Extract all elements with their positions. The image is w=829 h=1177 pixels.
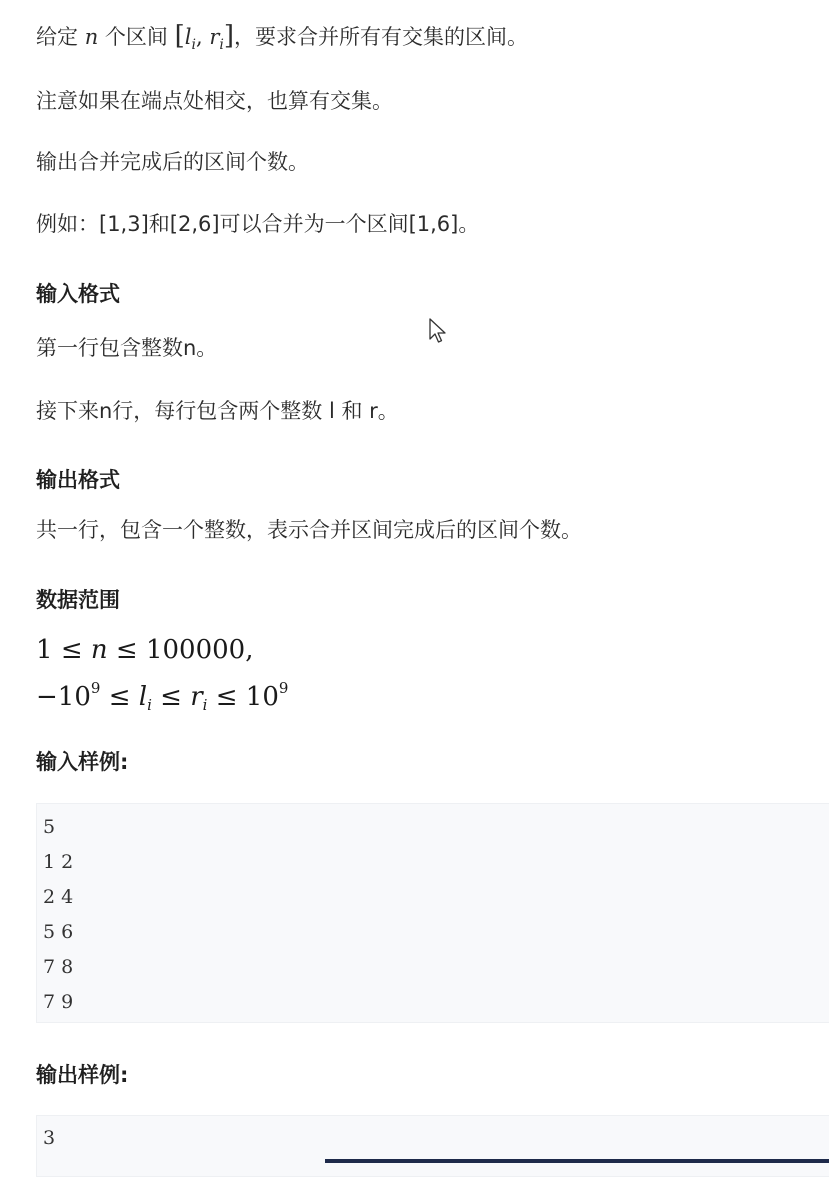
input-format-heading: 输入格式 bbox=[36, 282, 120, 306]
math-l: l bbox=[138, 682, 148, 712]
math-leq: ≤ bbox=[115, 635, 138, 665]
math-n: n bbox=[90, 635, 108, 665]
code-line: 7 9 bbox=[43, 991, 74, 1013]
math-bracket-open: [ bbox=[174, 21, 185, 51]
sample-input-heading: 输入样例: bbox=[36, 750, 129, 774]
math-l: l bbox=[184, 25, 192, 49]
description-line-3: 输出合并完成后的区间个数。 bbox=[36, 150, 309, 174]
math-comma: , bbox=[245, 635, 254, 665]
bottom-edge-bar bbox=[325, 1159, 829, 1163]
output-format-heading: 输出格式 bbox=[36, 468, 120, 492]
sample-output-heading: 输出样例: bbox=[36, 1063, 129, 1087]
math-exponent: 9 bbox=[90, 679, 101, 697]
math-r: r bbox=[209, 25, 220, 49]
math-leq: ≤ bbox=[60, 635, 83, 665]
math-number: 100000 bbox=[145, 635, 246, 665]
math-n: n bbox=[84, 25, 99, 49]
math-subscript: i bbox=[147, 696, 152, 714]
math-number: −10 bbox=[36, 682, 91, 712]
code-line: 7 8 bbox=[43, 956, 74, 978]
description-text: ，要求合并所有有交集的区间。 bbox=[234, 25, 528, 49]
description-line-4: 例如：[1,3]和[2,6]可以合并为一个区间[1,6]。 bbox=[36, 212, 480, 236]
math-subscript: i bbox=[219, 37, 224, 54]
description-line-1 bbox=[36, 21, 528, 60]
output-format-line-1: 共一行，包含一个整数，表示合并区间完成后的区间个数。 bbox=[36, 518, 582, 542]
math-exponent: 9 bbox=[278, 679, 289, 697]
description-line-2: 注意如果在端点处相交，也算有交集。 bbox=[36, 89, 393, 113]
code-line: 5 6 bbox=[43, 921, 74, 943]
math-leq: ≤ bbox=[108, 682, 131, 712]
math-bracket-close: ] bbox=[223, 21, 234, 51]
input-format-line-1: 第一行包含整数n。 bbox=[36, 336, 218, 360]
math-comma: , bbox=[195, 25, 210, 49]
sample-input-code-block[interactable] bbox=[36, 803, 829, 1023]
code-line: 5 bbox=[43, 816, 56, 838]
data-range-line-1 bbox=[36, 634, 253, 666]
data-range-heading: 数据范围 bbox=[36, 588, 120, 612]
math-number: 1 bbox=[36, 635, 53, 665]
math-subscript: i bbox=[191, 37, 196, 54]
math-number: 10 bbox=[245, 682, 279, 712]
math-leq: ≤ bbox=[215, 682, 238, 712]
code-line: 2 4 bbox=[43, 886, 74, 908]
math-leq: ≤ bbox=[160, 682, 182, 712]
input-format-line-2: 接下来n行，每行包含两个整数 l 和 r。 bbox=[36, 399, 399, 423]
math-subscript: i bbox=[202, 696, 208, 714]
mouse-pointer-icon bbox=[428, 318, 448, 346]
code-line: 1 2 bbox=[43, 851, 74, 873]
code-line: 3 bbox=[43, 1127, 56, 1149]
sample-output-code-block[interactable] bbox=[36, 1115, 829, 1177]
math-r: r bbox=[190, 682, 203, 712]
description-text: 个区间 bbox=[104, 25, 168, 49]
data-range-line-2 bbox=[36, 672, 288, 721]
description-text: 给定 bbox=[36, 25, 78, 49]
